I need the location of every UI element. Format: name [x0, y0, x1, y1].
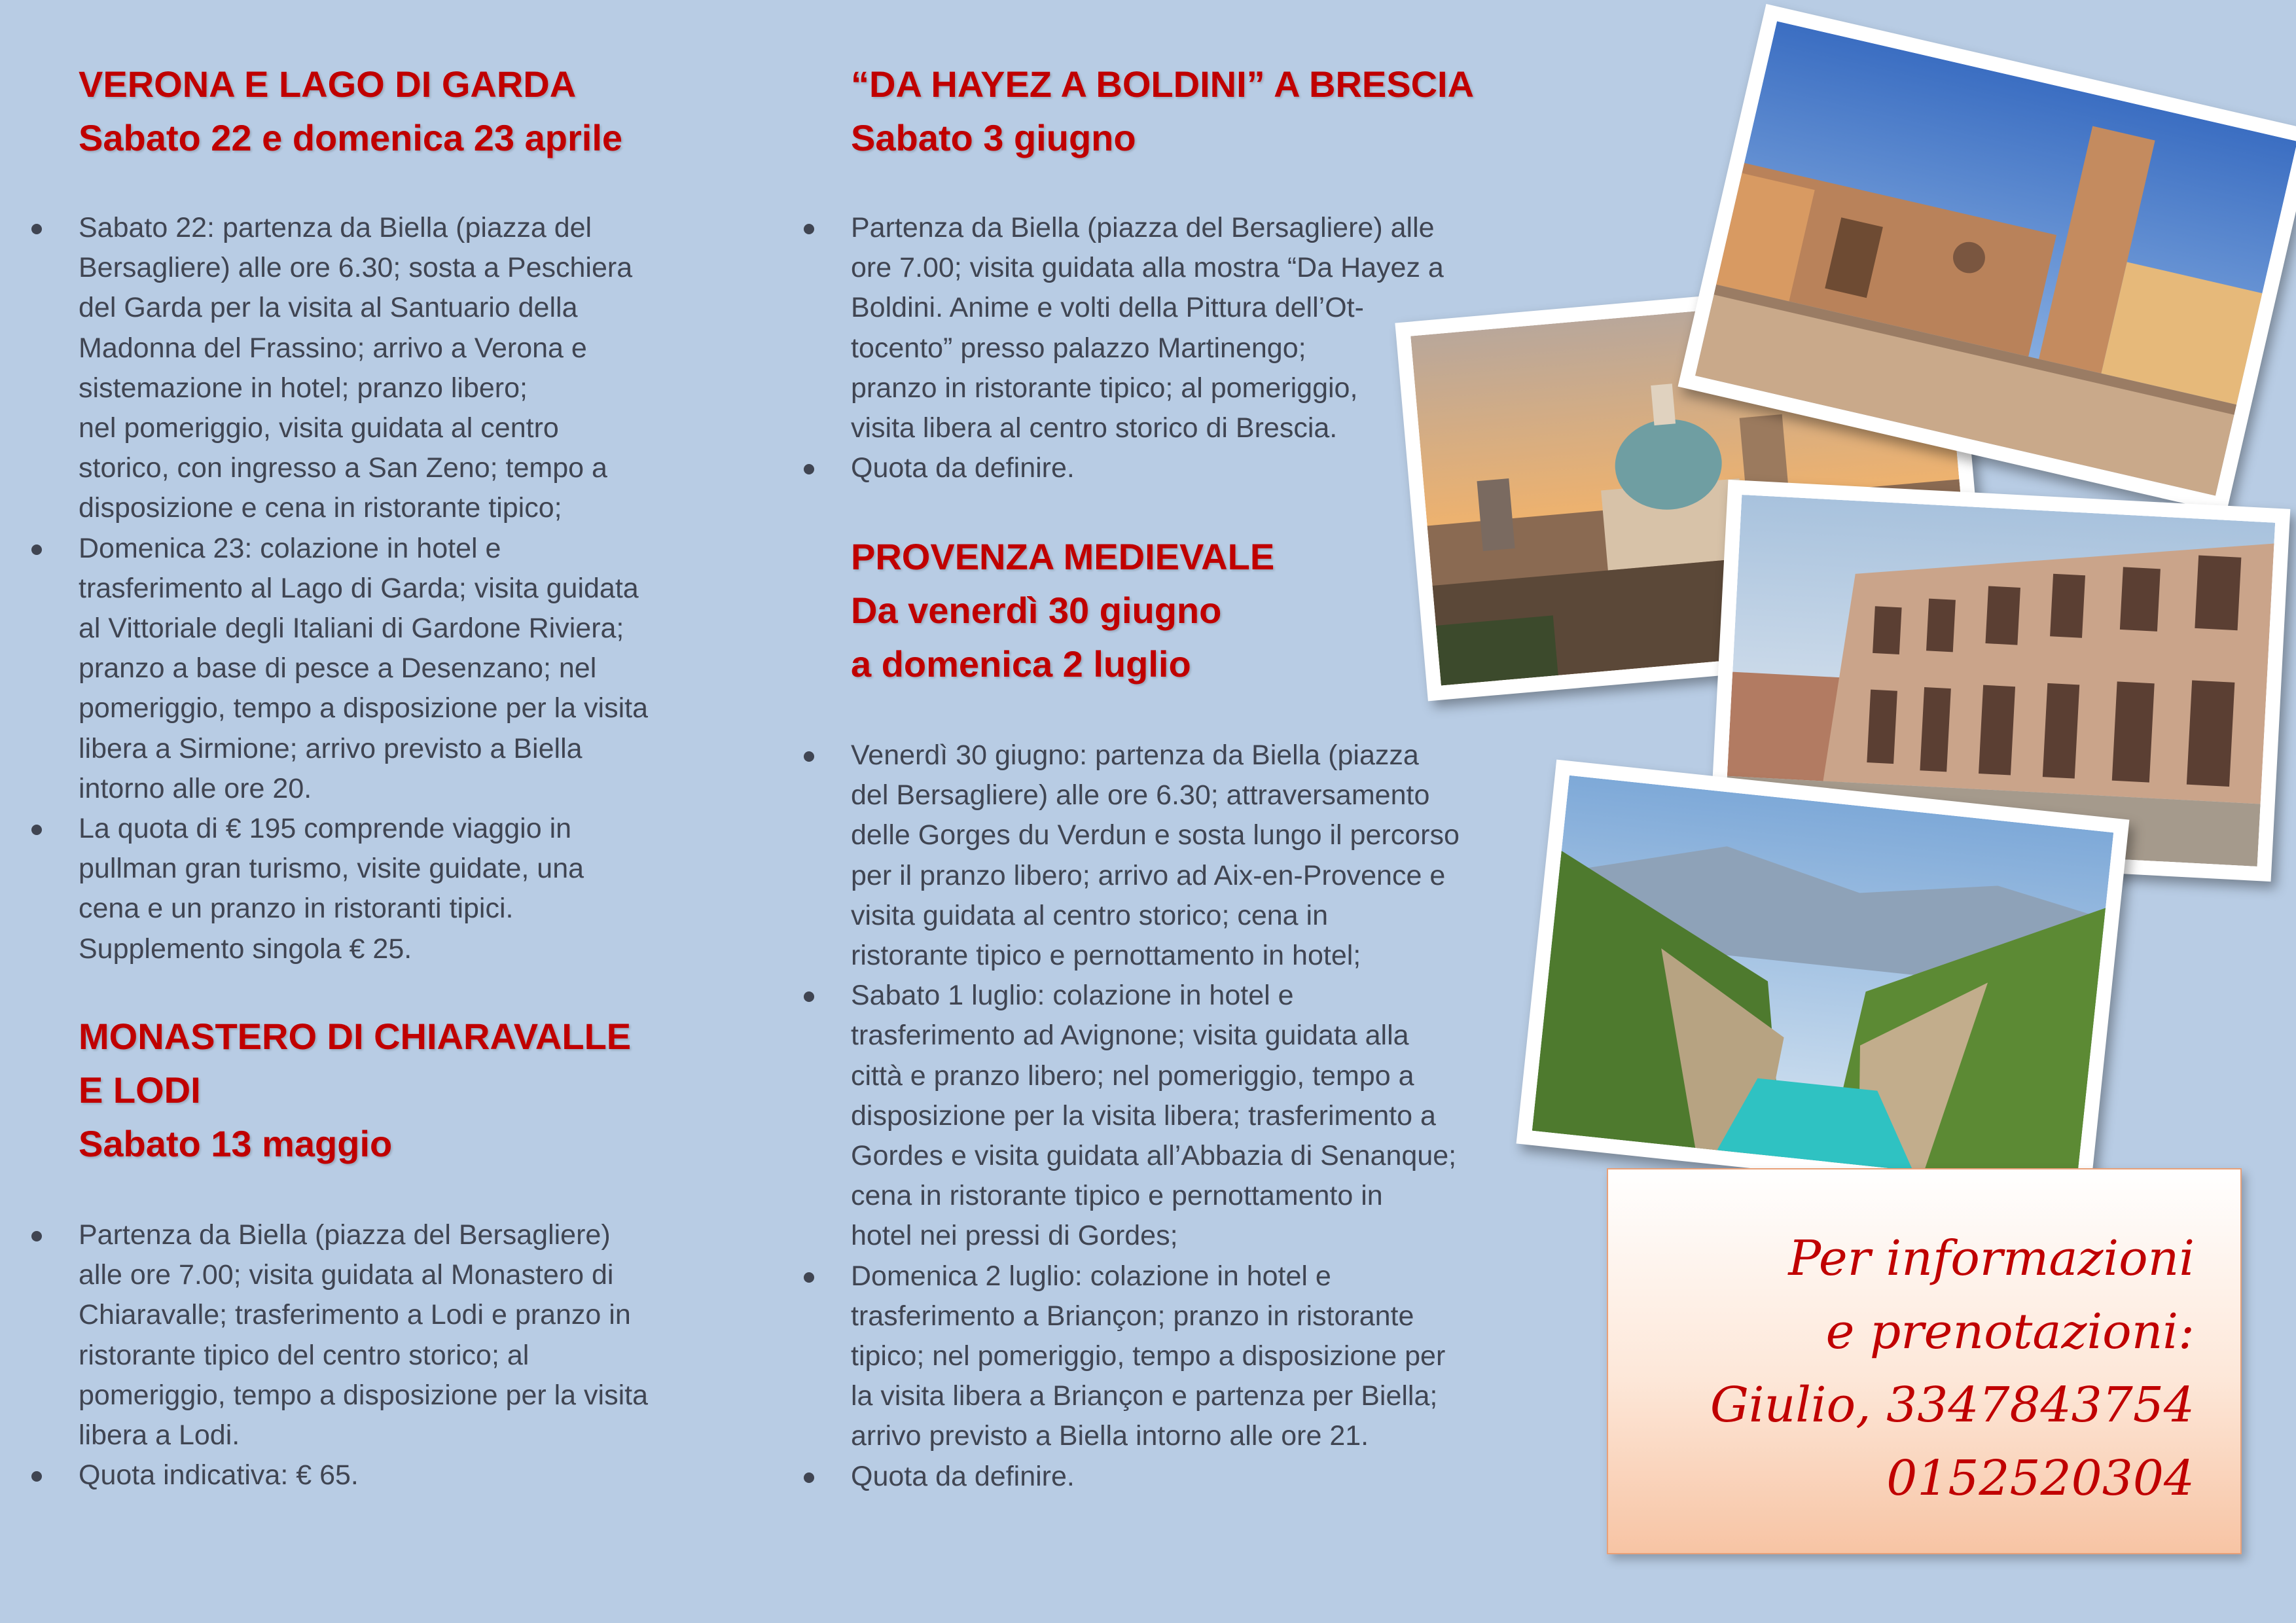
trip-chiaravalle [79, 1010, 707, 1171]
trip-brescia-date: Sabato 3 giugno [851, 117, 1136, 158]
list-item-line: Madonna del Frassino; arrivo a Verona e [79, 332, 587, 364]
list-item-line: alle ore 7.00; visita guidata al Monastero di [79, 1259, 614, 1291]
bullet-icon [804, 991, 814, 1002]
list-item [79, 809, 707, 969]
list-item-line: libera a Lodi. [79, 1419, 240, 1452]
trip-chiaravalle-date: Sabato 13 maggio [79, 1123, 393, 1164]
trip-verona [79, 58, 707, 165]
list-item-line: arrivo previsto a Biella intorno alle ore 21. [851, 1420, 1369, 1452]
list-item-line: La quota di € 195 comprende viaggio in [79, 813, 572, 845]
trip-brescia [851, 58, 1518, 165]
trip-verona-list [79, 208, 707, 969]
bullet-icon [804, 751, 814, 762]
list-item-line: disposizione per la visita libera; trasferimento a [851, 1099, 1436, 1132]
list-item-line: visita guidata al centro storico; cena in [851, 899, 1329, 931]
trip-provenza-list [851, 736, 1518, 1497]
photo-gorges-verdon [1516, 760, 2130, 1204]
bullet-icon [31, 1471, 42, 1482]
list-item-line: del Bersagliere) alle ore 6.30; attraversamento [851, 779, 1430, 812]
bullet-icon [31, 825, 42, 835]
list-item-line: Domenica 23: colazione in hotel e [79, 532, 501, 564]
list-item-line: trasferimento ad Avignone; visita guidata alla [851, 1020, 1409, 1052]
list-item-line: storico, con ingresso a San Zeno; tempo a [79, 452, 607, 484]
list-item-line: Domenica 2 luglio: colazione in hotel e [851, 1260, 1331, 1292]
list-item-line: Quota da definire. [851, 1460, 1075, 1492]
list-item-line: sistemazione in hotel; pranzo libero; [79, 372, 528, 404]
list-item-line: Quota da definire. [851, 452, 1075, 484]
list-item-line: intorno alle ore 20. [79, 772, 312, 804]
list-item-line: disposizione e cena in ristorante tipico; [79, 492, 562, 524]
list-item [79, 1215, 707, 1455]
list-item-line: Venerdì 30 giugno: partenza da Biella (piazza [851, 740, 1419, 771]
list-item-line: pranzo a base di pesce a Desenzano; nel [79, 652, 597, 685]
list-item-line: città e pranzo libero; nel pomeriggio, tempo a [851, 1060, 1414, 1092]
list-item-line: tocento” presso palazzo Martinengo; [851, 332, 1306, 364]
info-contact-phone-2: 0152520304 [1886, 1450, 2195, 1507]
trip-provenza-title: PROVENZA MEDIEVALE [851, 536, 1275, 577]
bullet-icon [804, 1272, 814, 1283]
bullet-icon [31, 224, 42, 234]
bullet-icon [31, 1231, 42, 1241]
list-item-line: libera a Sirmione; arrivo previsto a Biella [79, 732, 583, 764]
list-item-line: Sabato 1 luglio: colazione in hotel e [851, 980, 1294, 1012]
info-line-2: e prenotazioni: [1825, 1304, 2195, 1360]
bullet-icon [31, 544, 42, 555]
list-item-line: Chiaravalle; trasferimento a Lodi e pranzo in [79, 1299, 631, 1331]
bullet-icon [804, 464, 814, 474]
info-contact-phone-1: Giulio, 3347843754 [1710, 1377, 2195, 1433]
bullet-icon [804, 224, 814, 234]
trip-provenza-date-2: a domenica 2 luglio [851, 643, 1191, 685]
bullet-icon [804, 1472, 814, 1483]
list-item-line: Partenza da Biella (piazza del Bersagliere) alle [851, 212, 1435, 243]
list-item-line: ristorante tipico del centro storico; al [79, 1339, 529, 1371]
trip-provenza-date-1: Da venerdì 30 giugno [851, 590, 1222, 631]
list-item-line: per il pranzo libero; arrivo ad Aix-en-Provence e [851, 859, 1446, 891]
list-item [851, 1257, 1518, 1457]
trip-verona-date: Sabato 22 e domenica 23 aprile [79, 117, 623, 158]
trip-chiaravalle-title-1: MONASTERO DI CHIARAVALLE [79, 1016, 632, 1057]
list-item [79, 529, 707, 809]
list-item-line: ore 7.00; visita guidata alla mostra “Da Hayez a [851, 252, 1444, 284]
list-item-line: pullman gran turismo, visite guidate, una [79, 853, 584, 885]
list-item-line: Supplemento singola € 25. [79, 933, 412, 965]
list-item-line: ristorante tipico e pernottamento in hotel; [851, 940, 1361, 972]
list-item-line: tipico; nel pomeriggio, tempo a disposizione per [851, 1340, 1446, 1372]
trip-chiaravalle-list [79, 1215, 707, 1495]
list-item-line: Boldini. Anime e volti della Pittura dell’Ot- [851, 292, 1364, 324]
list-item-line: trasferimento al Lago di Garda; visita guidata [79, 572, 639, 604]
list-item-line: pomeriggio, tempo a disposizione per la visita [79, 1379, 649, 1411]
list-item [851, 976, 1518, 1256]
list-item-line: hotel nei pressi di Gordes; [851, 1220, 1178, 1252]
list-item-line: pranzo in ristorante tipico; al pomeriggio, [851, 372, 1358, 404]
list-item-line: Partenza da Biella (piazza del Bersagliere) [79, 1219, 611, 1251]
trip-brescia-title: “DA HAYEZ A BOLDINI” A BRESCIA [851, 63, 1475, 105]
list-item-line: delle Gorges du Verdun e sosta lungo il percorso [851, 819, 1460, 851]
trip-chiaravalle-title-2: E LODI [79, 1069, 201, 1111]
list-item-line: Sabato 22: partenza da Biella (piazza del [79, 212, 592, 243]
list-item-line: nel pomeriggio, visita guidata al centro [79, 412, 559, 444]
list-item-line: Gordes e visita guidata all’Abbazia di Senanque; [851, 1140, 1457, 1172]
list-item-line: Quota indicativa: € 65. [79, 1459, 359, 1491]
list-item-line: al Vittoriale degli Italiani di Gardone Riviera; [79, 613, 624, 645]
list-item-line: Bersagliere) alle ore 6.30; sosta a Peschiera [79, 252, 633, 284]
list-item [851, 1457, 1518, 1497]
list-item-line: del Garda per la visita al Santuario della [79, 292, 578, 324]
info-line-1: Per informazioni [1788, 1230, 2195, 1287]
list-item [79, 1455, 707, 1495]
info-contact-box [1607, 1168, 2242, 1554]
list-item [79, 208, 707, 529]
list-item-line: visita libera al centro storico di Brescia. [851, 412, 1338, 444]
list-item [851, 736, 1518, 976]
list-item-line: trasferimento a Briançon; pranzo in ristorante [851, 1300, 1414, 1332]
list-item-line: cena in ristorante tipico e pernottamento in [851, 1180, 1383, 1212]
trip-verona-title: VERONA E LAGO DI GARDA [79, 63, 577, 105]
list-item-line: la visita libera a Briançon e partenza per Biella; [851, 1380, 1438, 1412]
list-item-line: cena e un pranzo in ristoranti tipici. [79, 893, 514, 925]
list-item-line: pomeriggio, tempo a disposizione per la visita [79, 692, 649, 724]
